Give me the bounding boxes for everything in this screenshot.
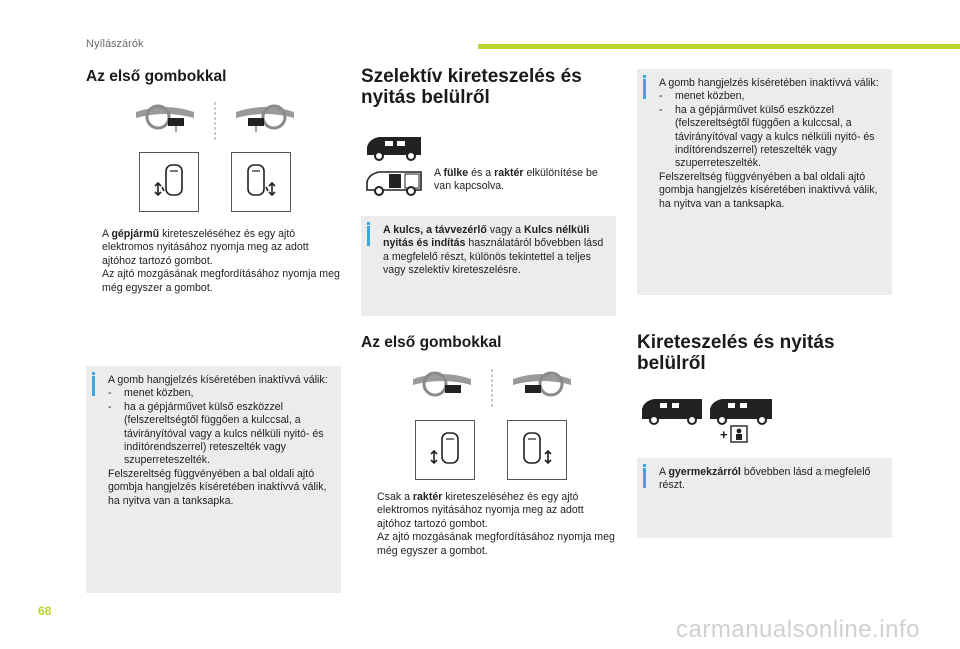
left-instructions [86, 228, 341, 295]
info-icon-bar [643, 468, 646, 488]
info-icon [643, 464, 646, 467]
door-button-left-icon [139, 152, 199, 212]
middle-info-note: A kulcs, a távvezérlő vagy a Kulcs nélküli nyitás és indítás használatáról bővebben lásd a megfelelő részt, különös tekintettel a teljes vagy szelektív kireteszelésre. [361, 216, 616, 316]
left-info-note: A gomb hangjelzés kíséretében inaktívvá válik: - menet közben, - ha a gépjárművet külső eszközzel (felszereltségtől függően a kulccsal, a távirányítóval vagy a kulcs nélküli nyitó- és indítórendszerrel) reteszelték vagy szuperreteszelték. Felszereltség függvényében a bal oldali ajtó gombja hangjelzés kíséretében inaktívvá válik, ha nyitva van a tanksapka. [86, 366, 341, 593]
van-pair-child-lock-icon [640, 395, 780, 447]
middle-heading-2: Az első gombokkal [361, 334, 502, 351]
separation-text: A fülke és a raktér elkülönítése be van kapcsolva. [434, 167, 598, 193]
header-accent-bar [478, 44, 960, 49]
info-icon [367, 222, 370, 225]
door-button-left-icon [415, 420, 475, 480]
list-item: Csak a raktér kireteszeléséhez és egy ajtó elektromos nyitásához nyomja meg az adott ajtóhoz tartozó gombot. [361, 491, 619, 531]
list-item: Az ajtó mozgásának megfordításához nyomja meg még egyszer a gombot. [361, 531, 619, 558]
info-icon-bar [92, 376, 95, 396]
list-item: Az ajtó mozgásának megfordításához nyomja meg még egyszer a gombot. [86, 268, 341, 295]
list-item: A gépjármű kireteszeléséhez és egy ajtó elektromos nyitásához nyomja meg az adott ajtóhoz tartozó gombot. [86, 228, 341, 268]
door-button-right-icon [231, 152, 291, 212]
section-title: Nyílászárók [86, 38, 144, 50]
list-item: - ha a gépjárművet külső eszközzel (felszereltségtől függően a kulccsal, a távirányítóval vagy a kulcs nélküli nyitó- és indítórendszerrel) reteszelték vagy szuperreteszelték. [659, 103, 875, 170]
list-item: - menet közben, [108, 387, 194, 400]
bullet-icon [361, 491, 377, 531]
steering-wheel-left-icon [413, 373, 471, 395]
van-right-icon [710, 399, 772, 424]
middle-instructions [361, 491, 619, 558]
right-info-note: A gomb hangjelzés kíséretében inaktívvá válik: - menet közben, - ha a gépjárművet külső eszközzel (felszereltségtől függően a kulccsal, a távirányítóval vagy a kulcs nélküli nyitó- és indítórendszerrel) reteszelték vagy szuperreteszelték. Felszereltség függvényében a bal oldali ajtó gombja hangjelzés kíséretében inaktívvá válik, ha nyitva van a tanksapka. [637, 69, 892, 295]
info-icon-bar [367, 226, 370, 246]
info-icon [643, 75, 646, 78]
bullet-icon [86, 228, 102, 268]
van-left-icon [642, 399, 702, 424]
steering-wheels-illustration [130, 100, 300, 142]
steering-wheel-right-icon [236, 106, 294, 132]
child-lock-icon [731, 426, 747, 442]
page-number: 68 [38, 604, 52, 618]
list-item: - menet közben, [659, 90, 745, 103]
left-heading: Az első gombokkal [86, 68, 227, 85]
steering-wheel-right-icon [513, 373, 571, 395]
list-item: - ha a gépjárművet külső eszközzel (felszereltségtől függően a kulccsal, a távirányítóval vagy a kulcs nélküli nyitó- és indítórendszerrel) reteszelték vagy szuperreteszelték. [108, 400, 324, 467]
bullet-icon [361, 531, 377, 558]
plus-sign: + [720, 427, 728, 442]
van-cargo-icon [365, 168, 425, 198]
watermark: carmanualsonline.info [676, 616, 920, 643]
info-icon-bar [643, 79, 646, 99]
van-full-icon [365, 133, 425, 163]
bullet-icon [86, 268, 102, 295]
steering-wheels-illustration-2 [407, 367, 577, 409]
steering-wheel-left-icon [136, 106, 194, 132]
right-heading: Kireteszelés és nyitás belülről [637, 332, 835, 374]
info-icon [92, 372, 95, 375]
right-info-note-2: A gyermekzárról bővebben lásd a megfelelő részt. [637, 458, 892, 538]
door-button-right-icon [507, 420, 567, 480]
middle-heading: Szelektív kireteszelés és nyitás belülről [361, 66, 582, 108]
